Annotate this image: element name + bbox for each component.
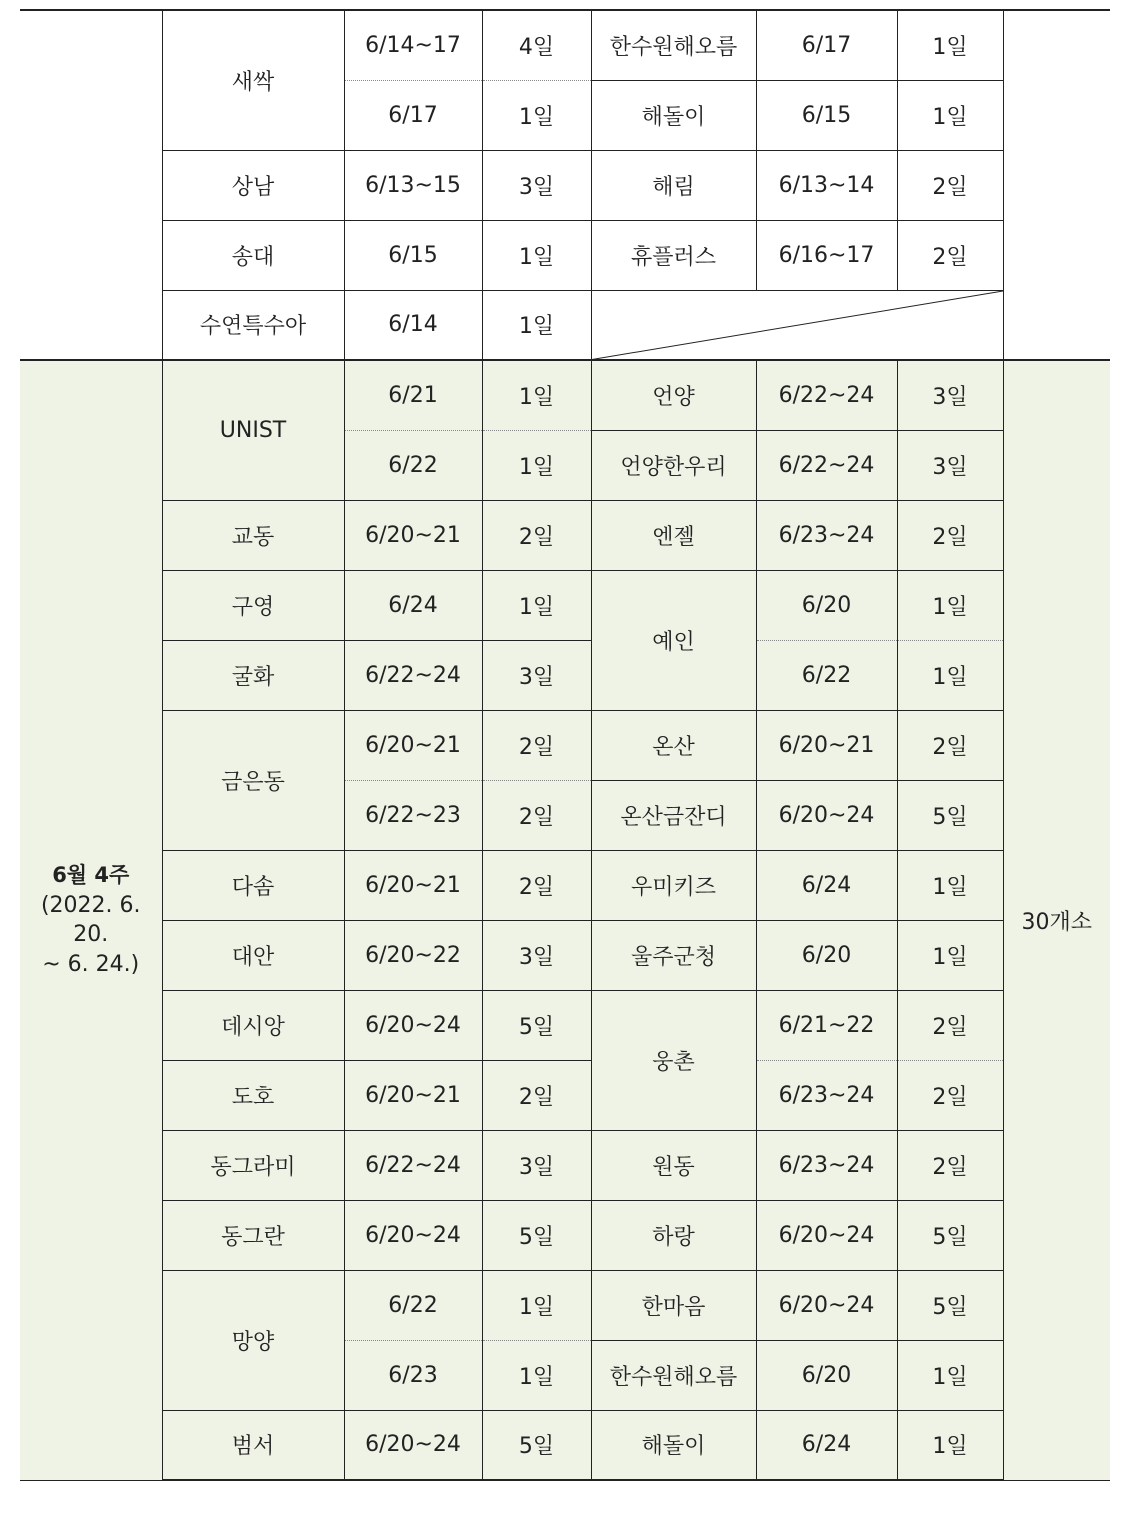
table-row — [20, 1200, 1110, 1270]
week-range-end: ~ 6. 24.) — [42, 951, 140, 977]
center-name: 송대 — [162, 220, 344, 290]
center-name: 하랑 — [591, 1200, 756, 1270]
center-date: 6/22~24 — [756, 360, 897, 430]
center-days: 5일 — [897, 780, 1003, 850]
center-days: 1일 — [482, 430, 591, 500]
center-days: 5일 — [482, 990, 591, 1060]
center-name: 새싹 — [162, 10, 344, 150]
center-date: 6/21 — [344, 360, 482, 430]
center-name: 교동 — [162, 500, 344, 570]
week4-label-cell — [20, 360, 162, 1480]
center-date: 6/21~22 — [756, 990, 897, 1060]
diagonal-line — [592, 291, 1003, 360]
center-days: 1일 — [897, 1410, 1003, 1480]
center-days: 2일 — [897, 500, 1003, 570]
table-row — [20, 1270, 1110, 1340]
center-count: 30개소 — [1003, 360, 1110, 1480]
center-name: 온산금잔디 — [591, 780, 756, 850]
center-name: 금은동 — [162, 710, 344, 850]
week-range-start: (2022. 6. 20. — [40, 892, 141, 948]
center-date: 6/20~21 — [344, 850, 482, 920]
center-days: 5일 — [482, 1410, 591, 1480]
week4-group — [20, 360, 1110, 1480]
center-date: 6/22 — [344, 430, 482, 500]
center-date: 6/20~21 — [344, 710, 482, 780]
table-row — [20, 1130, 1110, 1200]
empty-diagonal-cell — [591, 290, 1003, 360]
center-name: 온산 — [591, 710, 756, 780]
center-days: 4일 — [482, 10, 591, 80]
center-name: 도호 — [162, 1060, 344, 1130]
center-name: 동그란 — [162, 1200, 344, 1270]
center-days: 3일 — [482, 920, 591, 990]
center-date: 6/20~24 — [756, 780, 897, 850]
center-name: 해돌이 — [591, 80, 756, 150]
center-date: 6/20 — [756, 570, 897, 640]
center-date: 6/13~15 — [344, 150, 482, 220]
table-row — [20, 640, 1110, 710]
center-days: 5일 — [482, 1200, 591, 1270]
center-days: 2일 — [482, 850, 591, 920]
center-name: 언양 — [591, 360, 756, 430]
center-name: 휴플러스 — [591, 220, 756, 290]
center-date: 6/22~24 — [344, 1130, 482, 1200]
week-label: 6월 4주 — [52, 862, 130, 887]
center-date: 6/24 — [756, 850, 897, 920]
center-days: 1일 — [897, 920, 1003, 990]
center-days: 1일 — [482, 570, 591, 640]
center-date: 6/16~17 — [756, 220, 897, 290]
center-name: 한수원해오름 — [591, 1340, 756, 1410]
center-days: 5일 — [897, 1270, 1003, 1340]
schedule-table — [20, 9, 1110, 1481]
center-name: 해림 — [591, 150, 756, 220]
table-row — [20, 1060, 1110, 1130]
center-date: 6/17 — [756, 10, 897, 80]
center-name: 구영 — [162, 570, 344, 640]
center-date: 6/22~24 — [756, 430, 897, 500]
center-days: 3일 — [482, 1130, 591, 1200]
week3-count-cell — [1003, 10, 1110, 360]
center-days: 1일 — [482, 1270, 591, 1340]
center-date: 6/23~24 — [756, 1060, 897, 1130]
center-name: 언양한우리 — [591, 430, 756, 500]
center-date: 6/23~24 — [756, 1130, 897, 1200]
center-name: 망양 — [162, 1270, 344, 1410]
table-row — [20, 920, 1110, 990]
center-date: 6/17 — [344, 80, 482, 150]
center-days: 1일 — [482, 360, 591, 430]
table-row — [20, 850, 1110, 920]
center-days: 1일 — [897, 80, 1003, 150]
center-date: 6/22~24 — [344, 640, 482, 710]
center-days: 2일 — [482, 780, 591, 850]
table-row — [20, 710, 1110, 780]
center-days: 2일 — [897, 1130, 1003, 1200]
center-days: 3일 — [897, 360, 1003, 430]
table-row — [20, 500, 1110, 570]
center-name: 원동 — [591, 1130, 756, 1200]
center-name: 굴화 — [162, 640, 344, 710]
center-name: 우미키즈 — [591, 850, 756, 920]
center-days: 1일 — [897, 640, 1003, 710]
center-days: 1일 — [482, 1340, 591, 1410]
center-date: 6/23 — [344, 1340, 482, 1410]
center-days: 1일 — [897, 10, 1003, 80]
center-days: 2일 — [897, 150, 1003, 220]
center-days: 2일 — [482, 1060, 591, 1130]
center-date: 6/24 — [756, 1410, 897, 1480]
center-date: 6/24 — [344, 570, 482, 640]
table-row — [20, 570, 1110, 640]
center-date: 6/20~22 — [344, 920, 482, 990]
center-name: 울주군청 — [591, 920, 756, 990]
center-date: 6/15 — [344, 220, 482, 290]
center-date: 6/20~21 — [344, 1060, 482, 1130]
center-days: 1일 — [482, 290, 591, 360]
center-date: 6/14~17 — [344, 10, 482, 80]
center-date: 6/20~24 — [344, 990, 482, 1060]
center-days: 3일 — [897, 430, 1003, 500]
center-name: 다솜 — [162, 850, 344, 920]
center-days: 2일 — [897, 710, 1003, 780]
center-date: 6/20~24 — [344, 1410, 482, 1480]
center-days: 3일 — [482, 150, 591, 220]
table-row — [20, 360, 1110, 430]
week3-label-cell — [20, 10, 162, 360]
center-name: 해돌이 — [591, 1410, 756, 1480]
center-days: 1일 — [897, 570, 1003, 640]
center-name: 웅촌 — [591, 990, 756, 1130]
center-date: 6/20~24 — [344, 1200, 482, 1270]
center-date: 6/15 — [756, 80, 897, 150]
center-days: 2일 — [897, 1060, 1003, 1130]
center-days: 1일 — [897, 1340, 1003, 1410]
center-name: 동그라미 — [162, 1130, 344, 1200]
center-date: 6/20 — [756, 1340, 897, 1410]
center-days: 2일 — [482, 710, 591, 780]
center-name: 수연특수아 — [162, 290, 344, 360]
center-date: 6/22 — [756, 640, 897, 710]
center-name: 범서 — [162, 1410, 344, 1480]
center-days: 1일 — [897, 850, 1003, 920]
center-name: 데시앙 — [162, 990, 344, 1060]
center-date: 6/20~24 — [756, 1200, 897, 1270]
center-days: 1일 — [482, 220, 591, 290]
center-date: 6/20~24 — [756, 1270, 897, 1340]
table-row — [20, 220, 1110, 290]
center-days: 1일 — [482, 80, 591, 150]
table-row — [20, 150, 1110, 220]
center-name: 엔젤 — [591, 500, 756, 570]
center-days: 2일 — [897, 220, 1003, 290]
center-date: 6/22 — [344, 1270, 482, 1340]
center-date: 6/20~21 — [344, 500, 482, 570]
center-days: 3일 — [482, 640, 591, 710]
center-date: 6/22~23 — [344, 780, 482, 850]
center-date: 6/13~14 — [756, 150, 897, 220]
table-row — [20, 290, 1110, 360]
center-date: 6/23~24 — [756, 500, 897, 570]
center-date: 6/14 — [344, 290, 482, 360]
center-name: 한수원해오름 — [591, 10, 756, 80]
week3-group — [20, 10, 1110, 360]
center-days: 2일 — [482, 500, 591, 570]
table-row — [20, 1410, 1110, 1480]
center-name: 예인 — [591, 570, 756, 710]
center-name: 대안 — [162, 920, 344, 990]
center-days: 2일 — [897, 990, 1003, 1060]
center-days: 5일 — [897, 1200, 1003, 1270]
center-name: 상남 — [162, 150, 344, 220]
center-name: 한마음 — [591, 1270, 756, 1340]
center-date: 6/20 — [756, 920, 897, 990]
table-row — [20, 990, 1110, 1060]
center-date: 6/20~21 — [756, 710, 897, 780]
table-row — [20, 10, 1110, 80]
center-name: UNIST — [162, 360, 344, 500]
